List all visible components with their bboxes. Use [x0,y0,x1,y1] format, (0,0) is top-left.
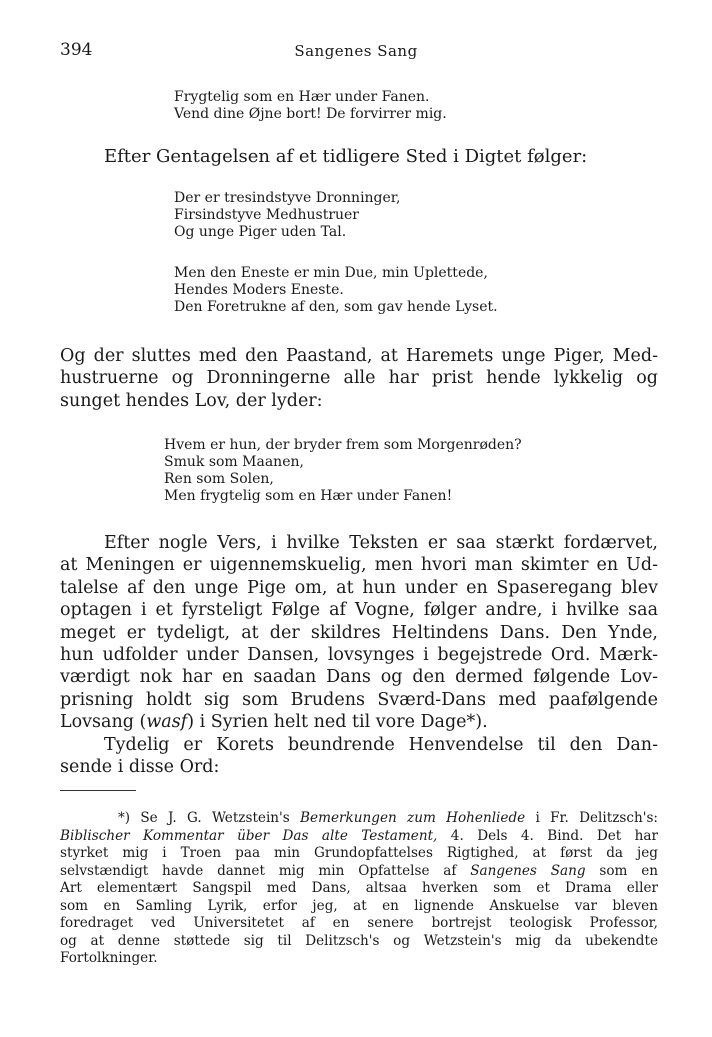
text-line: Lovsang (wasf) i Syrien helt ned til vore Dage*). [60,712,488,733]
verse-line: Den Foretrukne af den, som gav hende Lyset. [174,299,498,315]
text-line: Og der sluttes med den Paastand, at Haremets unge Piger, Med- [60,346,658,366]
footnote [60,810,658,968]
verse-line: Vend dine Øjne bort! De forvirrer mig. [174,106,447,122]
text-line: sunget hendes Lov, der lyder: [60,390,323,411]
footnote-line: foredraget ved Universitetet af en senere bortrejst teologisk Professor, [60,915,658,931]
verse-line: Der er tresindstyve Dronninger, [174,190,401,206]
paragraph-2 [60,345,658,412]
verse-line: Men den Eneste er min Due, min Uplettede, [174,265,488,281]
paragraph-4 [60,734,658,779]
verse-line: Hendes Moders Eneste. [174,282,344,298]
verse-block-1 [174,89,447,123]
paragraph-3 [60,532,658,734]
verse-line: Frygtelig som en Hær under Fanen. [174,89,430,105]
verse-line: Firsindstyve Medhustruer [174,207,360,223]
verse-block-2 [174,190,400,241]
footnote-line: styrket mig i Troen paa min Grundopfattelses Rigtighed, at først da jeg [60,845,658,861]
footnote-line: Fortolkninger. [60,950,158,966]
page-number: 394 [60,40,93,60]
verse-block-4 [164,437,522,505]
footnote-divider [60,790,136,791]
text-line: at Meningen er uigennemskuelig, men hvori man skimter en Ud- [60,555,658,576]
text-line: hustruerne og Dronningerne alle har prist hende lykkelig og [60,368,658,389]
text-line: prisning holdt sig som Brudens Sværd-Dans med paafølgende [60,689,658,710]
footnote-line: selvstændigt havde dannet mig min Opfattelse af Sangenes Sang som en [60,862,658,879]
text-line: hun udfolder under Dansen, lovsynges i begejstrede Ord. Mærk- [60,645,658,666]
footnote-line: Art elementært Sangspil med Dans, altsaa hverken som et Drama eller [60,880,658,896]
text-line: sende i disse Ord: [60,757,220,778]
footnote-line: *) Se J. G. Wetzstein's Bemerkungen zum Hohenliede i Fr. Delitzsch's: [118,810,658,826]
verse-line: Smuk som Maanen, [164,454,304,470]
text-line: Efter nogle Vers, i hvilke Teksten er saa stærkt fordærvet, [104,533,658,553]
verse-line: Og unge Piger uden Tal. [174,224,347,240]
text-line: værdigt nok har en saadan Dans og den dermed følgende Lov- [60,667,658,688]
text-line: talelse af den unge Pige om, at hun under en Spaseregang blev [60,577,658,598]
verse-line: Hvem er hun, der bryder frem som Morgenrøden? [164,437,522,453]
text-line: Tydelig er Korets beundrende Henvendelse til den Dan- [104,735,658,755]
paragraph-intro: Efter Gentagelsen af et tidligere Sted i Digtet følger: [104,146,588,167]
verse-block-3 [174,265,498,316]
footnote-line: og at denne støttede sig til Delitzsch's og Wetzstein's mig da ubekendte [60,932,658,949]
text-line: optagen i et fyrsteligt Følge af Vogne, følger andre, i hvilke saa [60,600,658,621]
italic-term: wasf [146,712,188,733]
page-header [60,40,652,64]
verse-line: Men frygtelig som en Hær under Fanen! [164,488,453,504]
text-line: meget er tydeligt, at der skildres Heltindens Dans. Den Ynde, [60,622,658,643]
footnote-line: som en Samling Lyrik, erfor jeg, at en lignende Anskuelse var bleven [60,897,658,914]
footnote-line: Biblischer Kommentar über Das alte Testament, 4. Dels 4. Bind. Det har [60,827,659,844]
verse-line: Ren som Solen, [164,471,274,487]
running-title: Sangenes Sang [294,42,418,60]
